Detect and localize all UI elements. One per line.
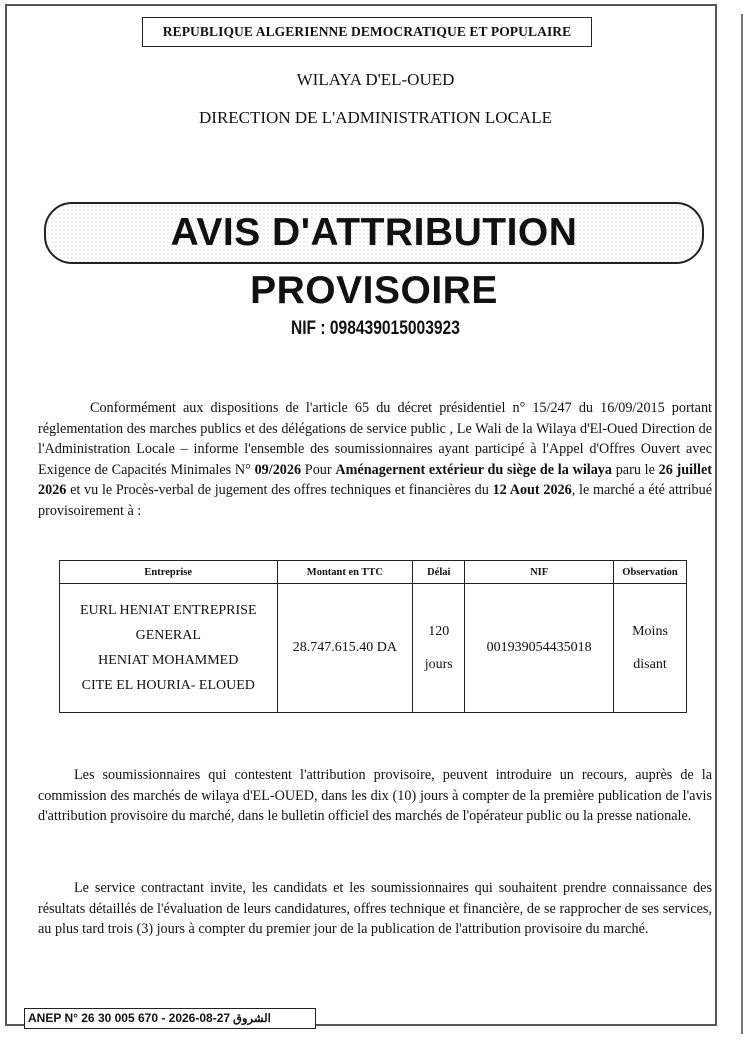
table-row [60, 584, 687, 713]
header-entreprise: Entreprise [60, 561, 278, 584]
anep-reference [24, 1008, 316, 1029]
newspaper-source: الشروق [233, 1013, 271, 1025]
cell-montant: 28.747.615.40 DA [277, 584, 413, 713]
cell-delai [413, 584, 465, 713]
header-delai: Délai [413, 561, 465, 584]
observation-line-2: disant [633, 657, 667, 672]
attribution-table [59, 560, 687, 713]
recours-paragraph: Les soumissionnaires qui contestent l'attribution provisoire, peuvent introduire un recours, auprès de la commission des marchés de wilaya d'EL-OUED, dans les dix (10) jours à compter de la première publication de l'avis d'attribution provisoire du marché, dans le bulletin officiel des marchés de l'opérateur public ou la presse nationale. [38, 767, 712, 824]
entreprise-line: CITE EL HOURIA- ELOUED [81, 678, 255, 693]
cell-observation [614, 584, 687, 713]
intro-text-2: Pour [301, 461, 336, 478]
cell-entreprise [60, 584, 278, 713]
header-nif: NIF [465, 561, 614, 584]
intro-paragraph [38, 398, 712, 521]
cell-nif: 001939054435018 [465, 584, 614, 713]
page-edge-line [741, 14, 743, 1034]
table-header-row [60, 561, 687, 584]
notice-title: AVIS D'ATTRIBUTION PROVISOIRE [44, 202, 704, 264]
intro-text-4: et vu le Procès-verbal de jugement des offres techniques et financières du [66, 482, 493, 498]
header-observation: Observation [614, 561, 687, 584]
nif-number: NIF : 098439015003923 [290, 318, 460, 339]
intro-text-5: , le marché a été attribué provisoirement à : [38, 482, 713, 519]
publication-date: 26 juillet 2026 [38, 461, 713, 498]
invitation-paragraph: Le service contractant invite, les candidats et les soumissionnaires qui souhaitent prendre connaissance des résultats détaillés de l'évaluation de leurs candidatures, offres technique et financière, de se rapprocher de ses services, au plus tard trois (3) jours à compter du premier jour de la publication de l'attribution provisoire du marché. [38, 880, 712, 937]
tender-number: 09/2026 [254, 461, 302, 478]
entreprise-line: GENERAL [135, 628, 201, 643]
direction-title: DIRECTION DE L'ADMINISTRATION LOCALE [199, 108, 552, 127]
entreprise-line: EURL HENIAT ENTREPRISE [79, 603, 257, 618]
wilaya-title: WILAYA D'EL-OUED [296, 70, 455, 89]
entreprise-line: HENIAT MOHAMMED [98, 653, 239, 668]
project-name: Aménagernent extérieur du siège de la wilaya [335, 461, 612, 478]
pv-date: 12 Aout 2026 [492, 482, 572, 498]
republic-header: REPUBLIQUE ALGERIENNE DEMOCRATIQUE ET POPULAIRE [142, 17, 592, 47]
delai-unit: jours [424, 657, 453, 672]
anep-number: ANEP N° 26 30 005 670 - 2026-08-27 [28, 1011, 231, 1025]
intro-text-3: paru le [611, 461, 659, 478]
intro-text-1: Conformément aux dispositions de l'article 65 du décret présidentiel n° 15/247 du 16/09/2015 portant réglementation des marches publics et des délégations de service public , Le Wali de la Wilaya d'El-Oued Direction de l'Administration Locale – informe l'ensemble des soumissionnaires ayant participé à l'Appel d'Offres Ouvert avec Exigence de Capacités Minimales N° [38, 400, 712, 478]
observation-line-1: Moins [632, 624, 668, 639]
delai-value: 120 [428, 624, 450, 639]
header-montant: Montant en TTC [277, 561, 413, 584]
